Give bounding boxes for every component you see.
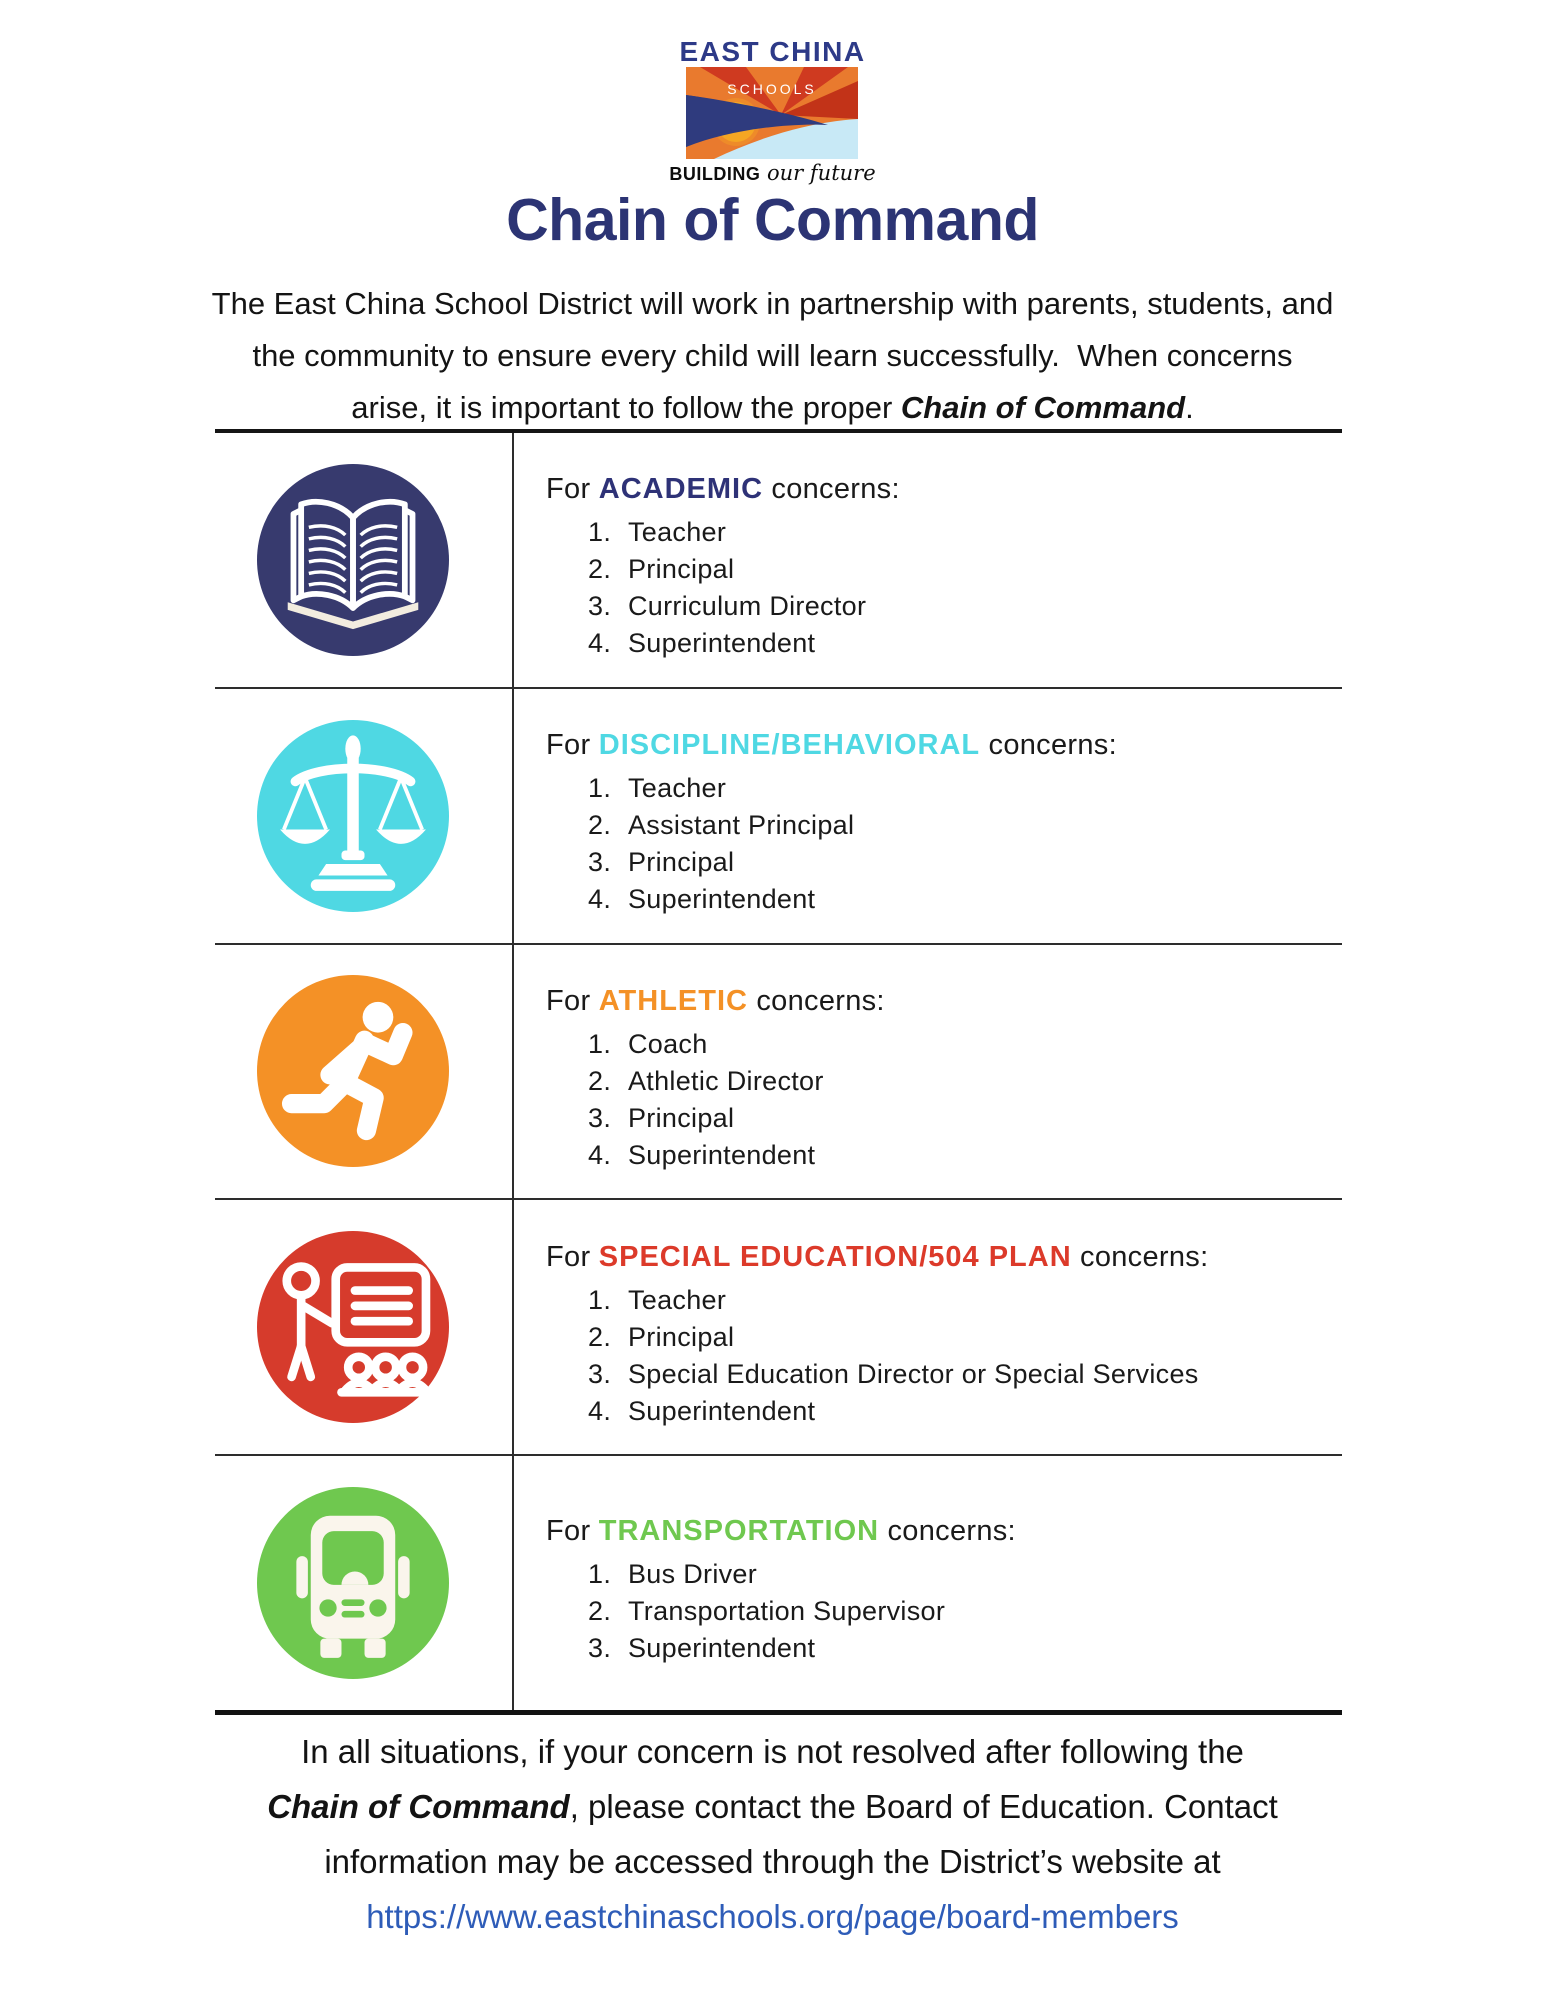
list-item: Teacher — [628, 517, 727, 548]
athletic-list — [588, 1026, 1334, 1174]
district-logo — [686, 67, 858, 159]
transportation-heading: For TRANSPORTATION concerns: — [546, 1515, 1016, 1548]
list-item: Teacher — [628, 773, 727, 804]
athletic-icon-cell — [215, 945, 512, 1199]
table-row-special-education — [215, 1200, 1342, 1456]
transportation-icon-cell — [215, 1456, 512, 1710]
tagline-building: BUILDING — [669, 164, 761, 184]
intro-paragraph — [0, 278, 1545, 434]
athletic-text-cell — [512, 945, 1342, 1199]
district-logo-graphic — [686, 67, 858, 159]
transportation-list — [588, 1556, 1334, 1667]
discipline-list — [588, 770, 1334, 918]
intro-line-3: arise, it is important to follow the proper Chain of Command. — [351, 390, 1194, 425]
logo-schools-text: SCHOOLS — [727, 81, 817, 97]
list-item: Superintendent — [628, 1633, 816, 1664]
list-item: Curriculum Director — [628, 591, 867, 622]
tagline-our-future: our future — [760, 161, 876, 185]
board-members-link[interactable]: https://www.eastchinaschools.org/page/board-members — [366, 1898, 1179, 1935]
table-row-transportation — [215, 1456, 1342, 1710]
page-title: Chain of Command — [506, 187, 1039, 253]
bus-icon — [257, 1487, 449, 1679]
district-tagline — [0, 161, 1545, 185]
list-item: Principal — [628, 1321, 735, 1352]
book-icon — [257, 464, 449, 656]
discipline-topic: DISCIPLINE/BEHAVIORAL — [598, 729, 981, 762]
footer-line-2: Chain of Command, please contact the Board of Education. Contact — [267, 1788, 1278, 1825]
district-name: EAST CHINA — [679, 36, 866, 67]
list-item: Coach — [628, 1028, 708, 1059]
footer-paragraph — [0, 1724, 1545, 1944]
special-education-text-cell — [512, 1200, 1342, 1454]
special-education-topic: SPECIAL EDUCATION/504 PLAN — [598, 1240, 1072, 1273]
scales-icon — [257, 720, 449, 912]
athletic-heading: For ATHLETIC concerns: — [546, 984, 885, 1017]
footer-line-3: information may be accessed through the District’s website at — [324, 1843, 1221, 1880]
discipline-text-cell — [512, 689, 1342, 943]
list-item: Principal — [628, 554, 735, 585]
list-item: Superintendent — [628, 628, 816, 659]
chain-of-command-emphasis: Chain of Command — [900, 390, 1186, 425]
chain-of-command-table — [215, 429, 1342, 1715]
list-item: Principal — [628, 1102, 735, 1133]
academic-icon-cell — [215, 433, 512, 687]
runner-icon — [257, 975, 449, 1167]
list-item: Teacher — [628, 1284, 727, 1315]
list-item: Transportation Supervisor — [628, 1596, 946, 1627]
list-item: Assistant Principal — [628, 810, 855, 841]
academic-list — [588, 514, 1334, 662]
presentation-icon — [257, 1231, 449, 1423]
table-row-discipline — [215, 689, 1342, 945]
discipline-heading: For DISCIPLINE/BEHAVIORAL concerns: — [546, 729, 1117, 762]
footer-line-1: In all situations, if your concern is not resolved after following the — [301, 1733, 1244, 1770]
special-education-icon-cell — [215, 1200, 512, 1454]
list-item: Superintendent — [628, 1139, 816, 1170]
special-education-heading: For SPECIAL EDUCATION/504 PLAN concerns: — [546, 1240, 1209, 1273]
intro-line-2: the community to ensure every child will learn successfully. When concerns — [252, 338, 1293, 373]
academic-topic: ACADEMIC — [598, 473, 764, 506]
table-row-academic — [215, 433, 1342, 689]
list-item: Special Education Director or Special Services — [628, 1358, 1199, 1389]
academic-heading: For ACADEMIC concerns: — [546, 473, 900, 506]
athletic-topic: ATHLETIC — [598, 984, 748, 1017]
transportation-topic: TRANSPORTATION — [598, 1515, 880, 1548]
chain-of-command-emphasis: Chain of Command — [267, 1788, 570, 1825]
transportation-text-cell — [512, 1456, 1342, 1710]
table-row-athletic — [215, 945, 1342, 1201]
list-item: Athletic Director — [628, 1065, 824, 1096]
intro-line-1: The East China School District will work in partnership with parents, students, and — [211, 286, 1334, 321]
list-item: Principal — [628, 847, 735, 878]
list-item: Superintendent — [628, 1395, 816, 1426]
special-education-list — [588, 1282, 1334, 1430]
discipline-icon-cell — [215, 689, 512, 943]
list-item: Superintendent — [628, 884, 816, 915]
list-item: Bus Driver — [628, 1559, 758, 1590]
academic-text-cell — [512, 433, 1342, 687]
